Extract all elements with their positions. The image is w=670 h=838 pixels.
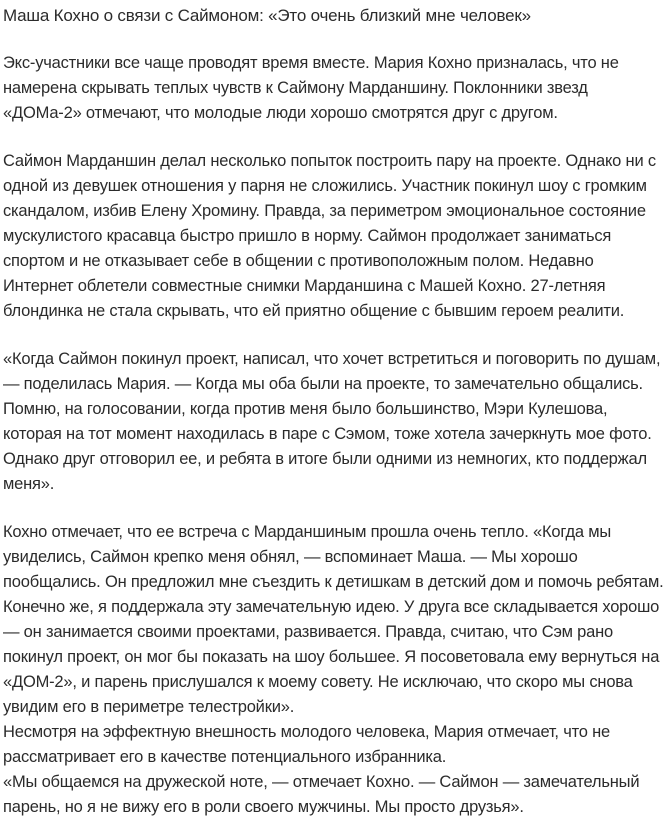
article-paragraph-meeting: Кохно отмечает, что ее встреча с Марданшиным прошла очень тепло. «Когда мы увиделись, Саймон крепко меня обнял, — вспоминает Маша. — Мы хорошо пообщались. Он предложил мне съездить к детишкам в детский дом и помочь ребятам. Конечно же, я поддержала эту замечательную идею. У друга все складывается хорошо — он занимается своими проектами, развивается. Правда, считаю, что Сэм рано покинул проект, он мог бы показать на шоу большее. Я посоветовала ему вернуться на «ДОМ-2», и парень прислушался к моему совету. Не исключаю, что скоро мы снова увидим его в периметре телестройки». (3, 523, 664, 716)
article-paragraph-background: Саймон Марданшин делал несколько попыток построить пару на проекте. Однако ни с одной из девушек отношения у парня не сложились. Участник покинул шоу с громким скандалом, избив Елену Хромину. Правда, за периметром эмоциональное состояние мускулистого красавца быстро пришло в норму. Саймон продолжает заниматься спортом и не отказывает себе в общении с противоположным полом. Недавно Интернет облетели совместные снимки Марданшина с Машей Кохно. 27-летняя блондинка не стала скрывать, что ей приятно общение с бывшим героем реалити. (3, 152, 656, 320)
article-paragraph-quote-friends: «Мы общаемся на дружеской ноте, — отмечает Кохно. — Саймон — замечательный парень, но я не вижу его в роли своего мужчины. Мы просто друзья». (3, 773, 640, 816)
article-title: Маша Кохно о связи с Саймоном: «Это очень близкий мне человек» (3, 6, 531, 25)
article-paragraph-quote-project: «Когда Саймон покинул проект, написал, что хочет встретиться и поговорить по душам, — поделилась Мария. — Когда мы оба были на проекте, то замечательно общались. Помню, на голосовании, когда против меня было большинство, Мэри Кулешова, которая на тот момент находилась в паре с Сэмом, тоже хотела зачеркнуть мое фото. Однако друг отговорил ее, и ребята в итоге были одними из немногих, кто поддержал меня». (3, 350, 661, 493)
article-paragraph-intro: Экс-участники все чаще проводят время вместе. Мария Кохно призналась, что не намерена скрывать теплых чувств к Саймону Марданшину. Поклонники звезд «ДОМа-2» отмечают, что молодые люди хорошо смотрятся друг с другом. (3, 54, 619, 122)
article-paragraph-opinion: Несмотря на эффектную внешность молодого человека, Мария отмечает, что не рассматривает его в качестве потенциального избранника. (3, 723, 611, 766)
